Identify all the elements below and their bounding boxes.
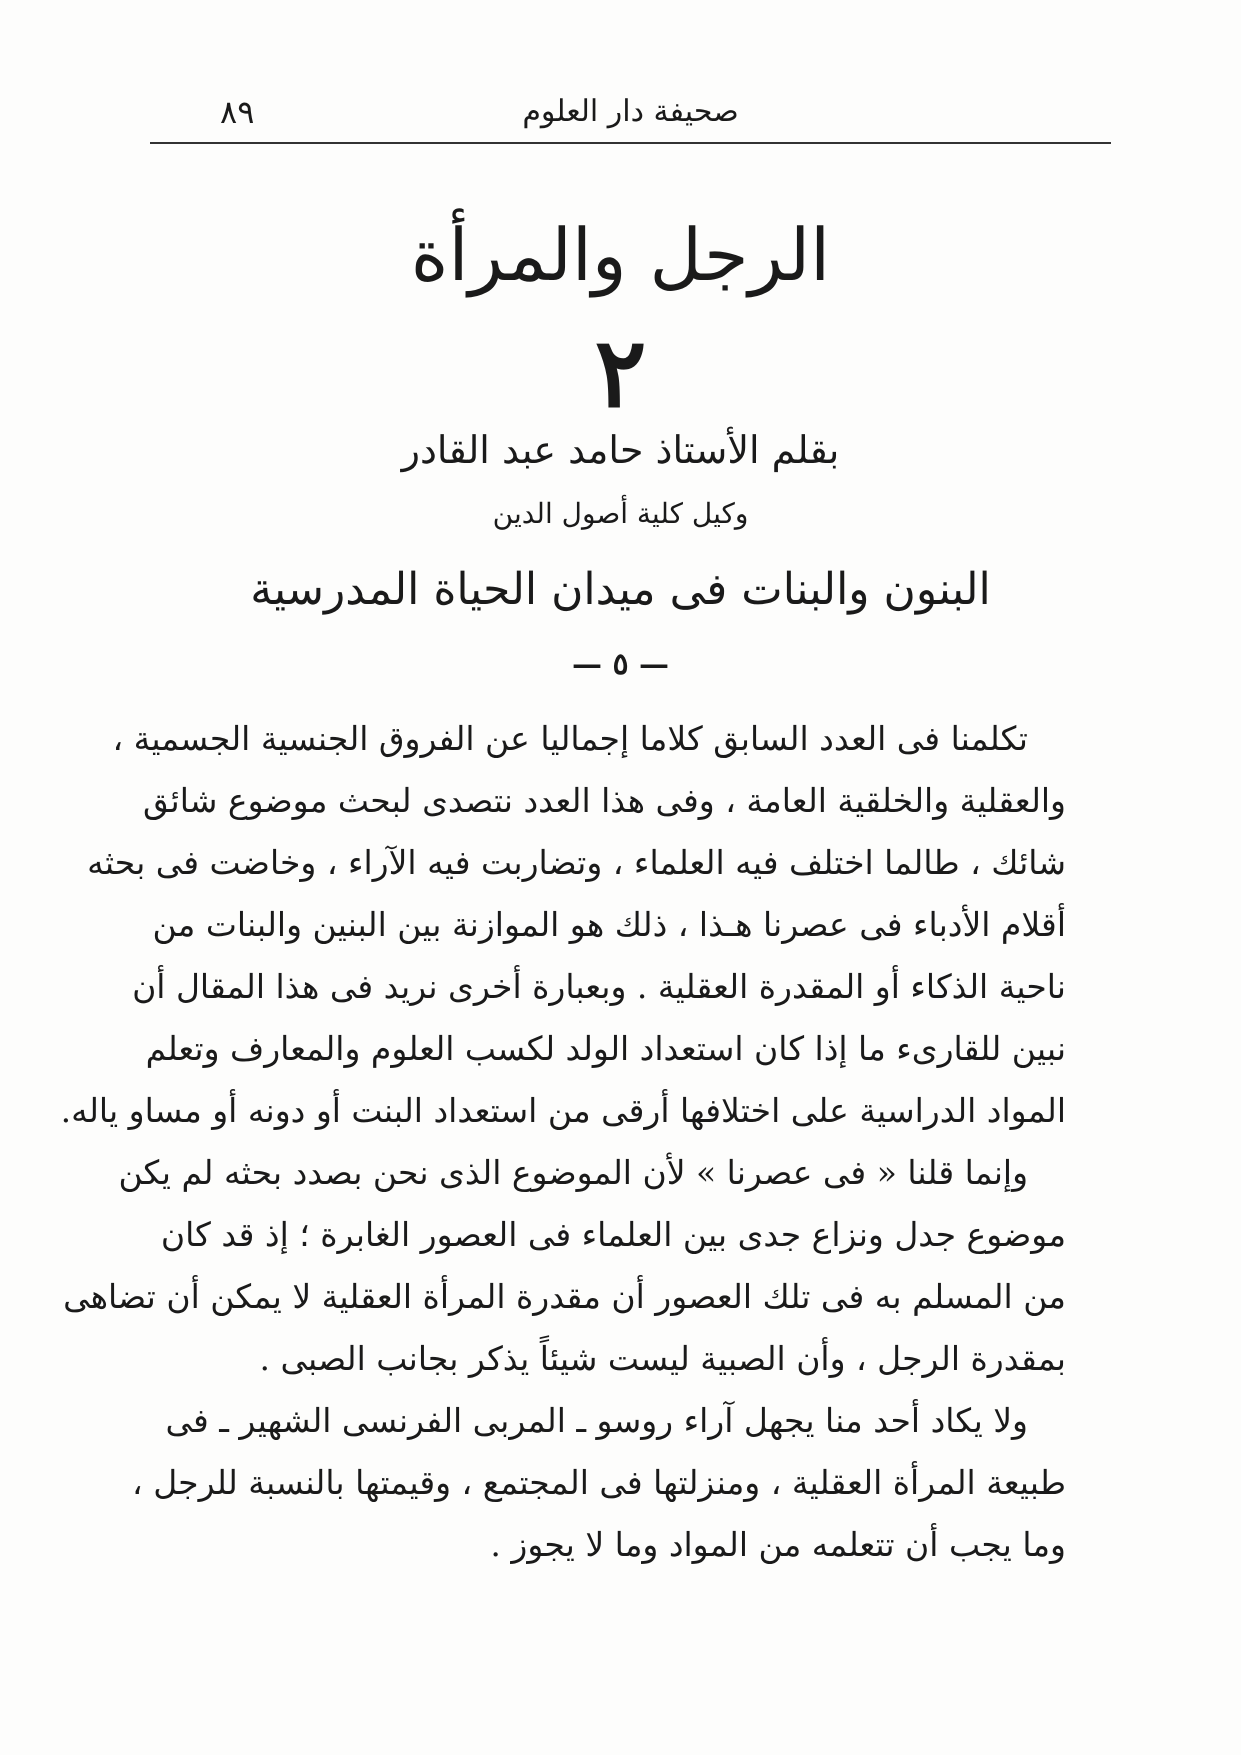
article-subtitle: البنون والبنات فى ميدان الحياة المدرسية	[250, 564, 991, 615]
text-line: طبيعة المرأة العقلية ، ومنزلتها فى المجتمع ، وقيمتها بالنسبة للرجل ،	[132, 1463, 1066, 1502]
text-line: وإنما قلنا « فى عصرنا » لأن الموضوع الذى نحن بصدد بحثه لم يكن	[118, 1153, 1028, 1192]
text-line: ناحية الذكاء أو المقدرة العقلية . وبعبارة أخرى نريد فى هذا المقال أن	[132, 967, 1066, 1006]
section-number: — ٥ —	[571, 647, 670, 682]
running-head	[160, 90, 1101, 138]
header-divider	[150, 142, 1111, 144]
text-line: من المسلم به فى تلك العصور أن مقدرة المرأة العقلية لا يمكن أن تضاهى	[63, 1277, 1066, 1316]
paragraph-2	[63, 1142, 1066, 1390]
text-line: نبين للقارىء ما إذا كان استعداد الولد لكسب العلوم والمعارف وتعلم	[145, 1029, 1066, 1068]
text-line: شائك ، طالما اختلف فيه العلماء ، وتضاربت فيه الآراء ، وخاضت فى بحثه	[87, 843, 1066, 882]
text-line: موضوع جدل ونزاع جدى بين العلماء فى العصور الغابرة ؛ إذ قد كان	[160, 1215, 1066, 1254]
article-title: الرجل والمرأة	[410, 213, 831, 297]
body-text	[60, 708, 1066, 1576]
journal-name: صحيفة دار العلوم	[522, 94, 739, 129]
page-number: ٨٩	[220, 93, 255, 131]
byline: بقلم الأستاذ حامد عبد القادر	[401, 428, 840, 472]
text-line: المواد الدراسية على اختلافها أرقى من استعداد البنت أو دونه أو مساو ياله.	[60, 1091, 1066, 1130]
text-line: تكلمنا فى العدد السابق كلاما إجماليا عن الفروق الجنسية الجسمية ،	[112, 719, 1028, 758]
paragraph-3	[132, 1390, 1066, 1576]
text-line: وما يجب أن تتعلمه من المواد وما لا يجوز .	[490, 1525, 1066, 1564]
text-line: ولا يكاد أحد منا يجهل آراء روسو ـ المربى الفرنسى الشهير ـ فى	[165, 1401, 1028, 1440]
paragraph-1	[60, 708, 1066, 1142]
text-line: والعقلية والخلقية العامة ، وفى هذا العدد نتصدى لبحث موضوع شائق	[143, 781, 1066, 820]
text-line: أقلام الأدباء فى عصرنا هـذا ، ذلك هو الموازنة بين البنين والبنات من	[152, 905, 1066, 944]
text-line: بمقدرة الرجل ، وأن الصبية ليست شيئاً يذكر بجانب الصبى .	[259, 1339, 1066, 1378]
author-role: وكيل كلية أصول الدين	[492, 497, 749, 530]
part-number: ٢	[594, 316, 647, 429]
